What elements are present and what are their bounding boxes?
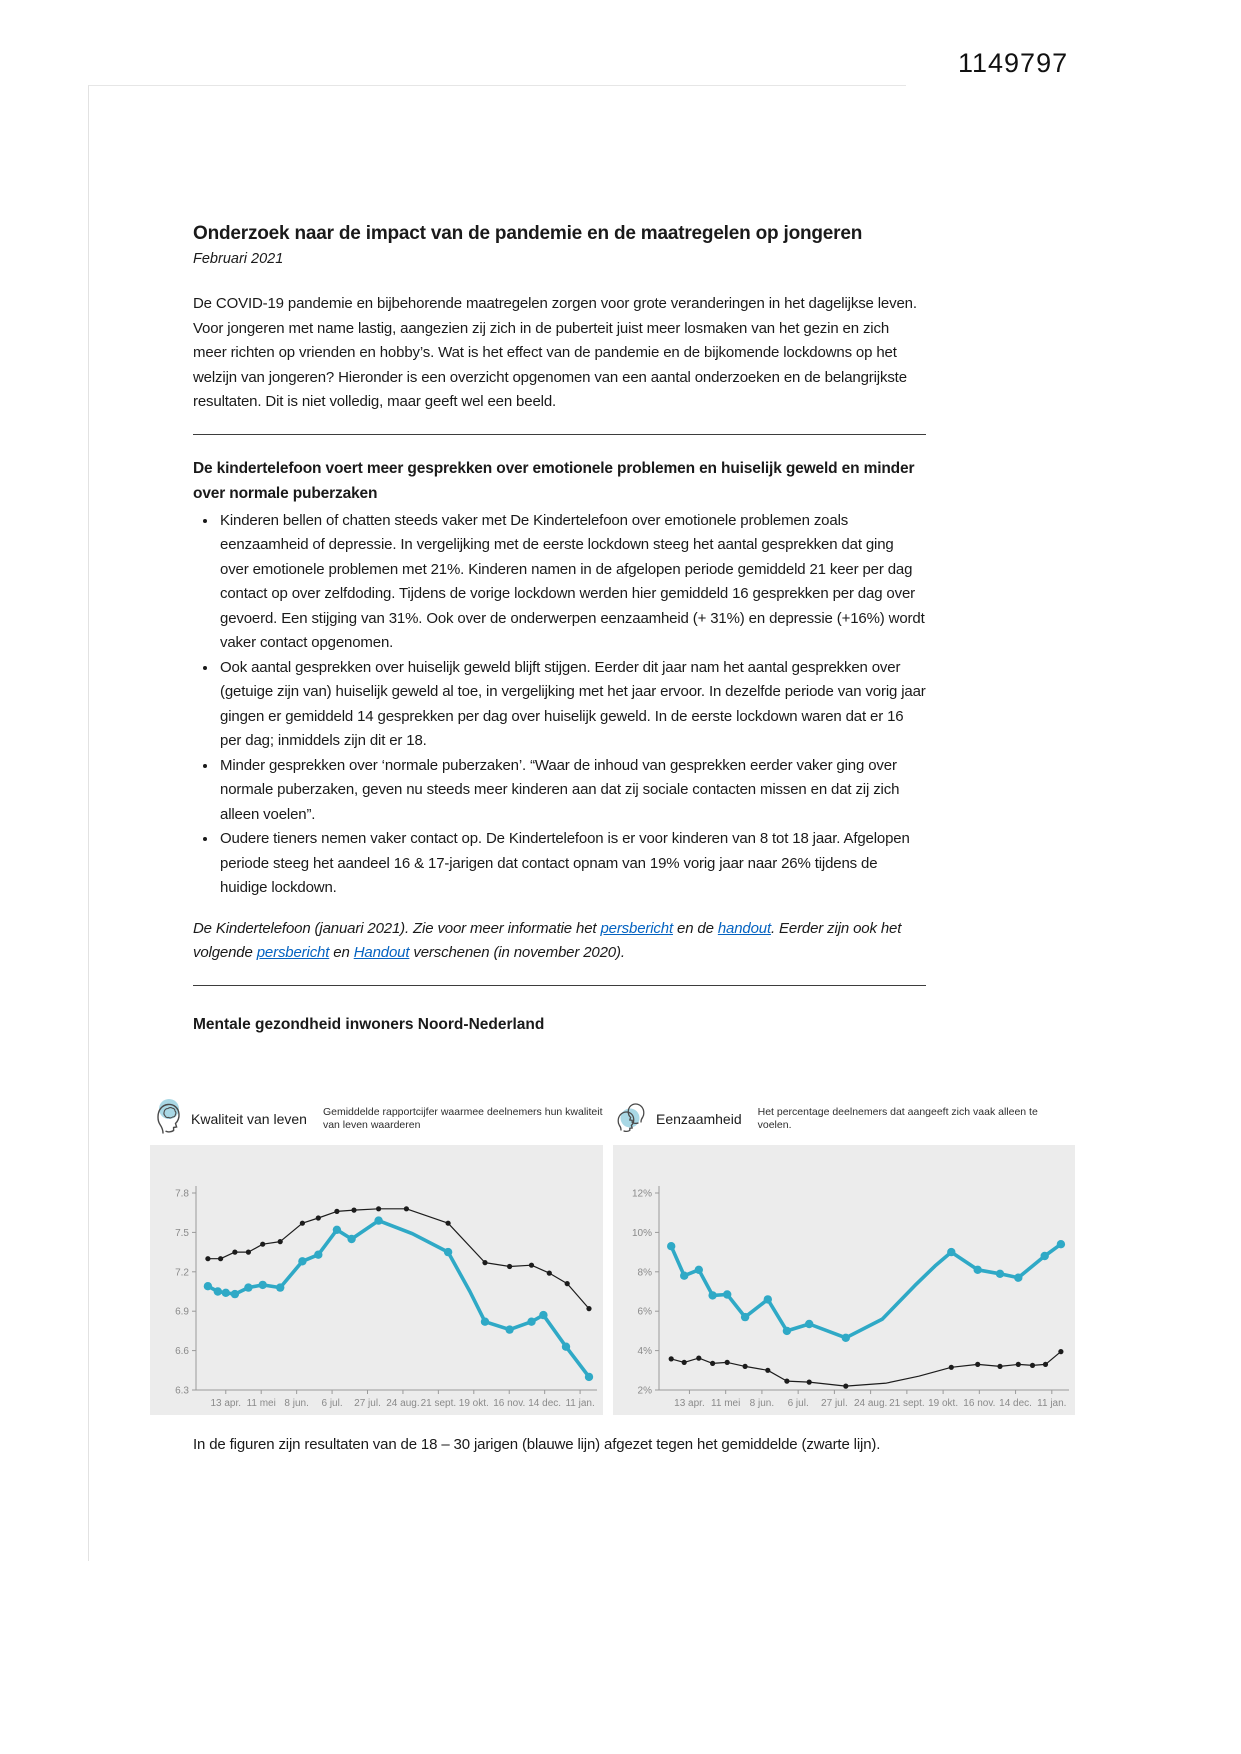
chart-block-loneliness <box>613 1096 1075 1415</box>
source-note <box>193 917 926 966</box>
y-axis-label: 10% <box>631 1227 652 1239</box>
data-point <box>1016 1362 1021 1367</box>
section1-heading: De kindertelefoon voert meer gesprekken over emotionele problemen en huiselijk geweld en minder over normale puberzaken <box>193 459 915 502</box>
data-point <box>204 1282 212 1290</box>
data-point <box>214 1287 222 1295</box>
source-note-text: en <box>329 944 354 961</box>
divider-2 <box>193 985 926 986</box>
data-point <box>231 1290 239 1298</box>
data-point <box>333 1226 341 1234</box>
data-point <box>682 1360 687 1365</box>
x-axis-label: 24 aug. <box>853 1398 888 1409</box>
data-point <box>1014 1274 1022 1282</box>
chart-title: Eenzaamheid <box>656 1111 742 1127</box>
data-point <box>246 1250 251 1255</box>
x-axis-label: 8 jun. <box>284 1398 309 1409</box>
loneliness-chart <box>613 1145 1075 1415</box>
data-point <box>376 1206 381 1211</box>
data-point <box>505 1325 513 1333</box>
data-point <box>278 1239 283 1244</box>
two-heads-icon <box>613 1100 649 1139</box>
data-point <box>334 1209 339 1214</box>
data-point <box>975 1362 980 1367</box>
data-point <box>547 1271 552 1276</box>
x-axis-label: 19 okt. <box>928 1398 959 1409</box>
data-point <box>539 1311 547 1319</box>
data-point <box>805 1320 813 1328</box>
y-axis-label: 8% <box>637 1267 652 1279</box>
data-point <box>696 1356 701 1361</box>
data-point <box>446 1221 451 1226</box>
x-axis-label: 24 aug. <box>386 1398 420 1409</box>
data-point <box>949 1365 954 1370</box>
data-point <box>1058 1349 1063 1354</box>
bullet-item: • Minder gesprekken over ‘normale puberzaken’. “Waar de inhoud van gesprekken eerder vaker ging over normale puberzaken, geven nu steeds meer kinderen aan dat zij sociale contacten missen en dat zij zich alleen voelen”. <box>218 754 926 828</box>
data-point <box>481 1318 489 1326</box>
data-point <box>695 1266 703 1274</box>
data-point <box>784 1379 789 1384</box>
intro-paragraph: De COVID-19 pandemie en bijbehorende maatregelen zorgen voor grote veranderingen in het dagelijkse leven. Voor jongeren met name lastig, aangezien zij zich in de puberteit juist meer losmaken van het gezin en zich meer richten op vrienden en hobby’s. Wat is het effect van de pandemie en de bijkomende lockdowns op het welzijn van jongeren? Hieronder is een overzicht opgenomen van een aantal onderzoeken en de belangrijkste resultaten. Dit is niet volledig, maar geeft wel een beeld. <box>193 295 917 410</box>
y-axis-label: 7.8 <box>175 1188 189 1200</box>
data-point <box>996 1270 1004 1278</box>
chart-header <box>613 1096 1075 1142</box>
data-point <box>222 1289 230 1297</box>
data-point <box>351 1208 356 1213</box>
chart-title: Kwaliteit van leven <box>191 1111 307 1127</box>
y-axis-label: 7.5 <box>175 1227 189 1239</box>
data-point <box>404 1206 409 1211</box>
data-point <box>741 1313 749 1321</box>
x-axis-label: 14 dec. <box>999 1398 1032 1409</box>
x-axis-label: 21 sept. <box>420 1398 457 1409</box>
section2-heading: Mentale gezondheid inwoners Noord-Nederland <box>193 1015 545 1033</box>
data-point <box>743 1364 748 1369</box>
data-point <box>507 1264 512 1269</box>
x-axis-label: 8 jun. <box>749 1398 775 1409</box>
data-point <box>708 1291 716 1299</box>
data-point <box>260 1242 265 1247</box>
y-axis-label: 6.9 <box>175 1306 189 1318</box>
source-note-link[interactable]: persbericht <box>600 919 673 937</box>
data-point <box>947 1248 955 1256</box>
bullet-item: • Ook aantal gesprekken over huiselijk geweld blijft stijgen. Eerder dit jaar nam het aantal gesprekken over (getuige zijn van) huiselijk geweld al toe, in vergelijking met het jaar ervoor. In dezelfde periode van vorig jaar gingen er gemiddeld 14 gesprekken per dag over huiselijk geweld. In de eerste lockdown waren dat er 16 per dag; inmiddels zijn dit er 18. <box>218 656 926 754</box>
y-axis-label: 6.3 <box>175 1385 189 1397</box>
data-point <box>1057 1240 1065 1248</box>
quality-of-life-chart <box>150 1145 603 1415</box>
doc-number: 1149797 <box>958 48 1069 78</box>
data-point <box>314 1251 322 1259</box>
x-axis-label: 6 jul. <box>321 1398 343 1409</box>
y-axis-label: 12% <box>631 1188 652 1200</box>
data-point <box>444 1248 452 1256</box>
chart-description: Het percentage deelnemers dat aangeeft zich vaak alleen te voelen. <box>757 1106 1038 1131</box>
data-point <box>783 1327 791 1335</box>
data-point <box>565 1281 570 1286</box>
x-axis-label: 13 apr. <box>210 1398 242 1409</box>
data-point <box>1041 1252 1049 1260</box>
chart-block-quality-of-life <box>150 1096 603 1415</box>
data-point <box>244 1283 252 1291</box>
data-point <box>997 1364 1002 1369</box>
x-axis-label: 27 jul. <box>821 1398 848 1409</box>
source-note-text: . Eerder zijn ook het volgende <box>193 919 902 961</box>
y-axis-label: 6% <box>637 1306 652 1318</box>
y-axis-label: 2% <box>637 1385 652 1397</box>
data-point <box>843 1384 848 1389</box>
data-point <box>764 1295 772 1303</box>
source-note-text: en de <box>673 919 718 937</box>
data-point <box>586 1306 591 1311</box>
source-note-link[interactable]: handout <box>717 919 771 937</box>
x-axis-label: 16 nov. <box>493 1398 526 1409</box>
x-axis-label: 11 mei <box>246 1398 276 1409</box>
x-axis-label: 19 okt. <box>458 1398 489 1409</box>
document-body <box>193 222 926 1034</box>
data-point <box>1043 1362 1048 1367</box>
y-axis-label: 7.2 <box>175 1267 189 1279</box>
data-point <box>710 1361 715 1366</box>
data-point <box>680 1272 688 1280</box>
bullet-list <box>193 509 926 901</box>
data-point <box>527 1318 535 1326</box>
data-point <box>667 1242 675 1250</box>
data-point <box>807 1380 812 1385</box>
data-point <box>669 1356 674 1361</box>
data-point <box>562 1343 570 1351</box>
chart-header <box>150 1096 603 1142</box>
data-point <box>765 1368 770 1373</box>
head-with-brain-icon <box>150 1098 184 1141</box>
x-axis-label: 11 jan. <box>565 1398 595 1409</box>
x-axis-label: 11 jan. <box>1037 1398 1067 1409</box>
data-point <box>529 1263 534 1268</box>
plot-background <box>150 1145 603 1415</box>
data-point <box>298 1257 306 1265</box>
x-axis-label: 14 dec. <box>528 1398 562 1409</box>
page-title: Onderzoek naar de impact van de pandemie en de maatregelen op jongeren <box>193 223 863 244</box>
data-point <box>300 1221 305 1226</box>
data-point <box>205 1256 210 1261</box>
bullet-item: • Kinderen bellen of chatten steeds vaker met De Kindertelefoon over emotionele problemen zoals eenzaamheid of depressie. In vergelijking met de eerste lockdown steeg het aantal gesprekken dat ging over emotionele problemen met 21%. Kinderen namen in de afgelopen periode gemiddeld 21 keer per dag contact op over zelfdoding. Tijdens de vorige lockdown werden hier gemiddeld 16 gesprekken per dag over gevoerd. Een stijging van 31%. Ook over de onderwerpen eenzaamheid (+ 31%) en depressie (+16%) wordt vaker contact opgenomen. <box>218 509 926 656</box>
x-axis-label: 11 mei <box>711 1398 741 1409</box>
data-point <box>259 1281 267 1289</box>
data-point <box>276 1283 284 1291</box>
data-point <box>482 1260 487 1265</box>
y-axis-label: 6.6 <box>175 1346 189 1358</box>
data-point <box>232 1250 237 1255</box>
data-point <box>218 1256 223 1261</box>
y-axis-label: 4% <box>637 1346 652 1358</box>
source-note-link[interactable]: persbericht <box>256 944 330 961</box>
data-point <box>1030 1363 1035 1368</box>
source-note-link[interactable]: Handout <box>353 944 410 961</box>
source-note-text: verschenen (in november 2020). <box>409 944 625 961</box>
bullet-item: • Oudere tieners nemen vaker contact op. De Kindertelefoon is er voor kinderen van 8 tot 18 jaar. Afgelopen periode steeg het aandeel 16 & 17-jarigen dat contact opnam van 19% vorig jaar naar 26% tijdens de huidige lockdown. <box>218 827 926 901</box>
x-axis-label: 27 jul. <box>354 1398 381 1409</box>
data-point <box>347 1235 355 1243</box>
source-note-text: De Kindertelefoon (januari 2021). Zie voor meer informatie het <box>193 919 601 937</box>
figure-caption: In de figuren zijn resultaten van de 18 – 30 jarigen (blauwe lijn) afgezet tegen het gemiddelde (zwarte lijn). <box>193 1436 881 1453</box>
plot-background <box>613 1145 1075 1415</box>
x-axis-label: 6 jul. <box>787 1398 809 1409</box>
divider-1 <box>193 434 926 435</box>
data-point <box>723 1290 731 1298</box>
page-subtitle: Februari 2021 <box>193 251 284 267</box>
data-point <box>725 1360 730 1365</box>
data-point <box>374 1216 382 1224</box>
x-axis-label: 13 apr. <box>674 1398 705 1409</box>
data-point <box>316 1215 321 1220</box>
x-axis-label: 16 nov. <box>963 1398 996 1409</box>
chart-description: Gemiddelde rapportcijfer waarmee deelnemers hun kwaliteit van leven waarderen <box>322 1106 603 1131</box>
data-point <box>974 1266 982 1274</box>
x-axis-label: 21 sept. <box>889 1398 925 1409</box>
data-point <box>842 1334 850 1342</box>
data-point <box>585 1373 593 1381</box>
